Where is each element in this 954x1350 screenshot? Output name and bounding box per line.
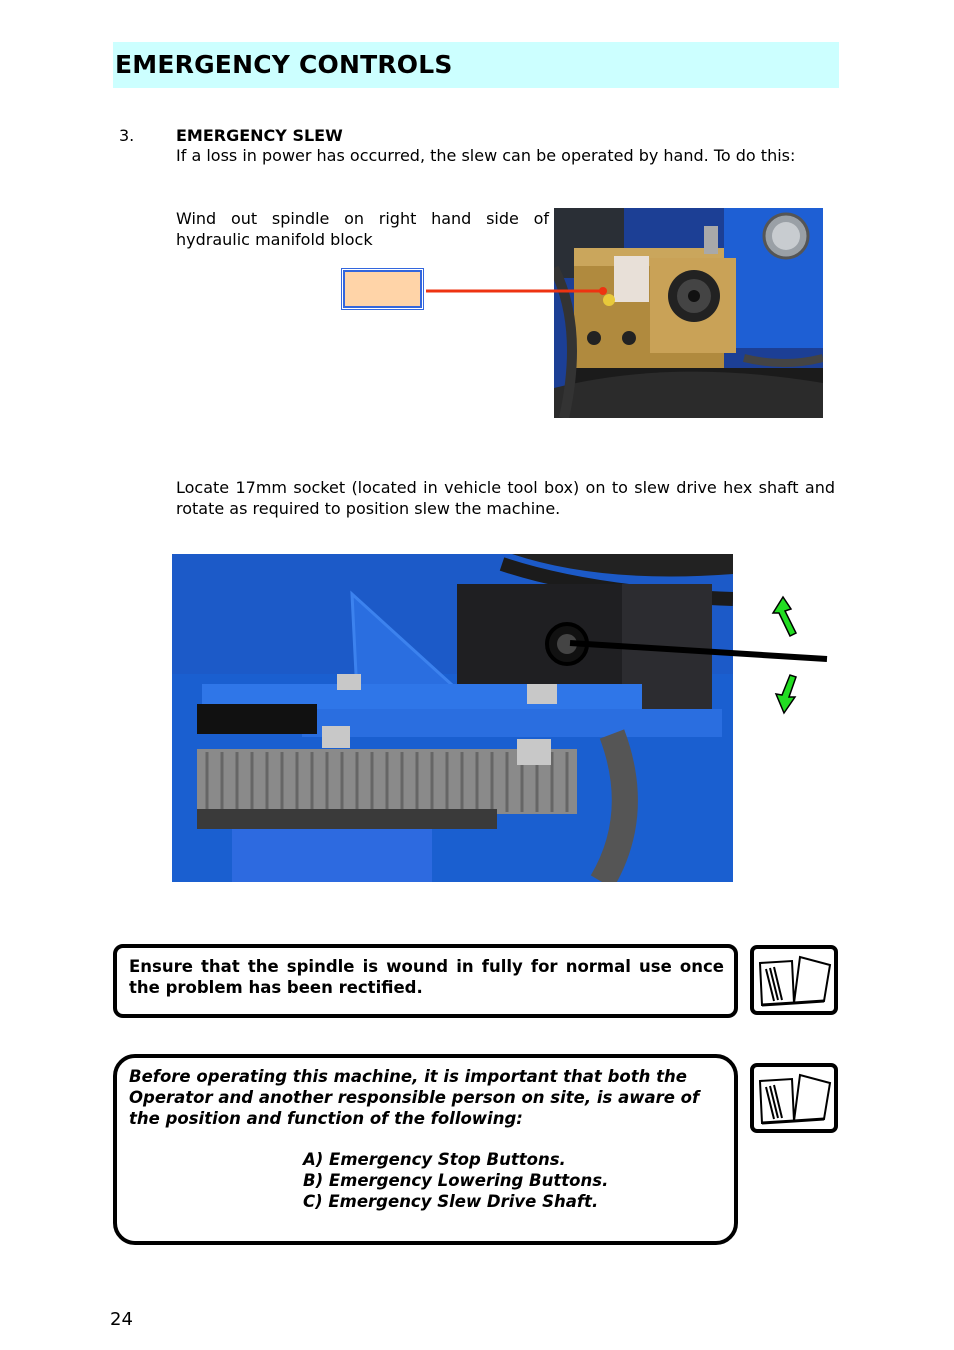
list-item: A) Emergency Stop Buttons.	[303, 1150, 566, 1169]
spindle-callout-box	[343, 270, 422, 308]
list-item: B) Emergency Lowering Buttons.	[303, 1171, 609, 1190]
page-number: 24	[110, 1309, 133, 1330]
section-title: EMERGENCY SLEW	[176, 126, 343, 145]
page-title: EMERGENCY CONTROLS	[115, 50, 453, 79]
green-arrow-up-icon	[773, 597, 796, 636]
list-item: C) Emergency Slew Drive Shaft.	[303, 1192, 599, 1211]
awareness-note-intro: Before operating this machine, it is important that both the Operator and another responsible person on site, is aware of the position and function of the following:	[129, 1067, 700, 1128]
slew-drive-photo	[172, 554, 733, 882]
step1-paragraph: Wind out spindle on right hand side of hydraulic manifold block	[176, 209, 549, 249]
awareness-note	[113, 1054, 738, 1245]
intro-paragraph: If a loss in power has occurred, the slew can be operated by hand. To do this:	[176, 146, 796, 165]
manifold-photo	[554, 208, 823, 418]
step2-paragraph: Locate 17mm socket (located in vehicle tool box) on to slew drive hex shaft and rotate as required to position slew the machine.	[176, 478, 835, 518]
open-book-icon	[750, 945, 838, 1015]
awareness-note-list	[303, 1149, 724, 1212]
header-bar	[113, 42, 839, 88]
open-book-icon	[750, 1063, 838, 1133]
slew-drive-photo-illustration	[172, 554, 733, 882]
spindle-warning-note: Ensure that the spindle is wound in fully for normal use once the problem has been rectified.	[113, 944, 738, 1018]
green-arrow-down-icon	[776, 675, 796, 713]
section-number: 3.	[119, 126, 135, 145]
manifold-photo-illustration	[554, 208, 823, 418]
